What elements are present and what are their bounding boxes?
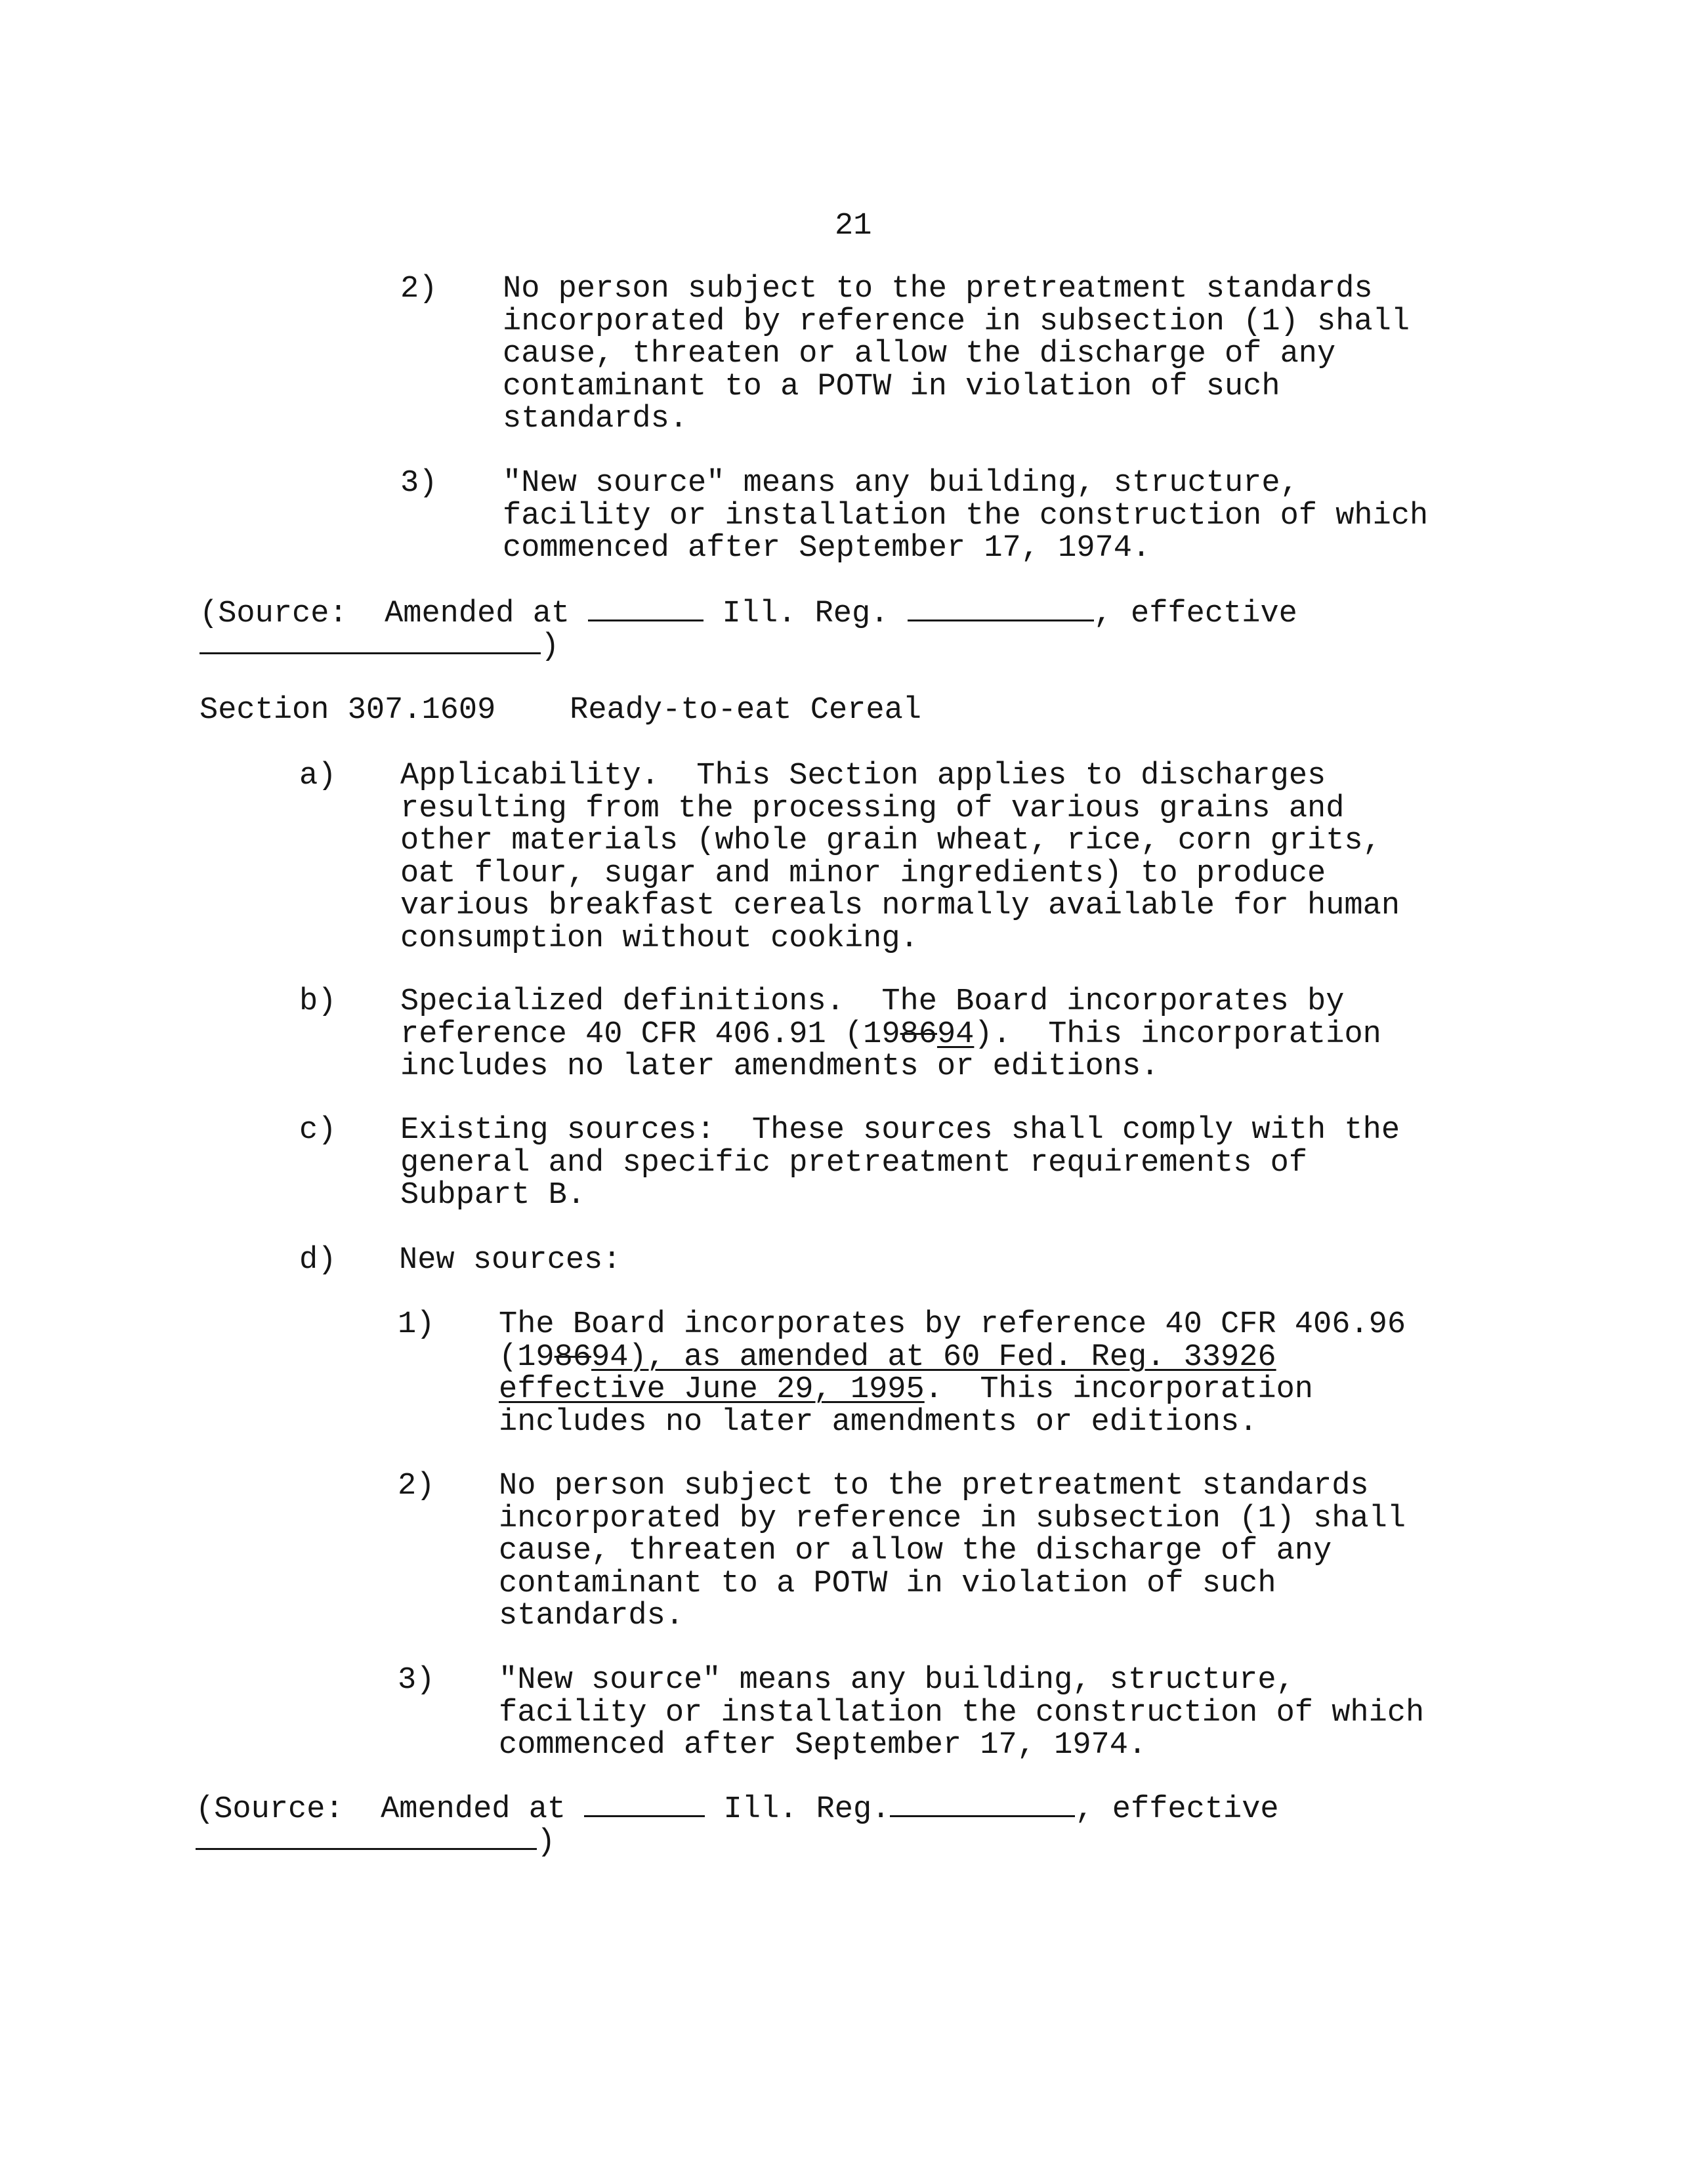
text-line: No person subject to the pretreatment standards bbox=[503, 272, 1373, 306]
source-effective: , effective bbox=[1093, 597, 1297, 631]
item-label-d: d) bbox=[299, 1243, 337, 1278]
text-line bbox=[499, 1341, 1406, 1374]
source-note-2-line2 bbox=[196, 1824, 555, 1859]
text-line: includes no later amendments or editions. bbox=[499, 1404, 1258, 1440]
text-line: various breakfast cereals normally available for human bbox=[400, 889, 1400, 923]
section-heading bbox=[200, 694, 921, 727]
text-line: The Board incorporates by reference 40 CFR 406.96 bbox=[499, 1307, 1406, 1342]
top-item-3-text bbox=[503, 467, 1428, 565]
text-line: other materials (whole grain wheat, rice, corn grits, bbox=[400, 824, 1381, 858]
text-line: cause, threaten or allow the discharge of any bbox=[499, 1534, 1332, 1568]
text-line: incorporated by reference in subsection (1) shall bbox=[503, 304, 1410, 339]
text-fragment: reference 40 CFR 406.91 (19 bbox=[400, 1017, 900, 1052]
inserted-text: 94), as amended at 60 Fed. Reg. 33926 bbox=[591, 1339, 1276, 1375]
deleted-text: 86 bbox=[900, 1017, 937, 1052]
blank-page bbox=[890, 1792, 1075, 1817]
text-line: standards. bbox=[499, 1599, 684, 1633]
item-d3-text bbox=[499, 1664, 1424, 1762]
text-line: incorporated by reference in subsection (1) shall bbox=[499, 1501, 1406, 1536]
item-b-text bbox=[400, 986, 1381, 1083]
deleted-text: 86 bbox=[554, 1339, 592, 1375]
source-close: ) bbox=[537, 1825, 556, 1860]
item-d2-text bbox=[499, 1470, 1406, 1633]
item-label-d1: 1) bbox=[398, 1307, 435, 1342]
inserted-text: effective June 29, 1995 bbox=[499, 1372, 925, 1407]
section-number: Section 307.1609 bbox=[200, 693, 496, 728]
text-line: commenced after September 17, 1974. bbox=[503, 531, 1151, 566]
text-line: contaminant to a POTW in violation of such bbox=[503, 369, 1280, 404]
text-line: commenced after September 17, 1974. bbox=[499, 1728, 1147, 1763]
source-note-1 bbox=[200, 596, 1297, 631]
text-line: Specialized definitions. The Board incorporates by bbox=[400, 984, 1345, 1019]
text-line: No person subject to the pretreatment standards bbox=[499, 1469, 1369, 1503]
text-line: Applicability. This Section applies to discharges bbox=[400, 759, 1326, 793]
item-d1-text bbox=[499, 1309, 1406, 1438]
item-label-a: a) bbox=[299, 759, 337, 793]
text-line: Existing sources: These sources shall comply with the bbox=[400, 1113, 1400, 1148]
item-label-d3: 3) bbox=[398, 1663, 435, 1698]
text-fragment: ). This incorporation bbox=[974, 1017, 1381, 1052]
source-ill-reg: Ill. Reg. bbox=[722, 597, 889, 631]
text-line: includes no later amendments or editions. bbox=[400, 1049, 1160, 1084]
blank-effective-date bbox=[196, 1824, 537, 1850]
section-title: Ready-to-eat Cereal bbox=[570, 693, 921, 728]
text-line: facility or installation the construction of which bbox=[503, 498, 1429, 534]
source-close: ) bbox=[541, 629, 560, 664]
source-prefix: (Source: bbox=[196, 1792, 344, 1827]
source-ill-reg: Ill. Reg. bbox=[723, 1792, 891, 1827]
item-label-top-3: 3) bbox=[400, 466, 438, 501]
item-c-text bbox=[400, 1114, 1400, 1212]
text-line: general and specific pretreatment requirements of bbox=[400, 1145, 1308, 1181]
item-a-text bbox=[400, 760, 1400, 955]
text-line: cause, threaten or allow the discharge of any bbox=[503, 337, 1336, 371]
text-line: oat flour, sugar and minor ingredients) to produce bbox=[400, 856, 1326, 891]
source-note-2 bbox=[196, 1792, 1279, 1826]
text-line: consumption without cooking. bbox=[400, 921, 919, 956]
text-line bbox=[499, 1374, 1406, 1406]
item-label-d2: 2) bbox=[398, 1469, 435, 1503]
blank-page bbox=[908, 596, 1094, 621]
inserted-text: 94 bbox=[936, 1017, 975, 1052]
source-prefix: (Source: bbox=[200, 597, 348, 631]
source-note-1-line2 bbox=[200, 629, 559, 663]
text-line: standards. bbox=[503, 402, 688, 436]
item-label-b: b) bbox=[299, 984, 337, 1019]
page-number: 21 bbox=[835, 209, 872, 243]
text-line: Subpart B. bbox=[400, 1178, 586, 1213]
text-line: "New source" means any building, structure, bbox=[499, 1663, 1295, 1698]
source-amended-at: Amended at bbox=[381, 1792, 566, 1827]
top-item-2-text bbox=[503, 273, 1410, 436]
text-line: New sources: bbox=[399, 1243, 621, 1278]
text-line: contaminant to a POTW in violation of such bbox=[499, 1566, 1276, 1601]
text-line: "New source" means any building, structure, bbox=[503, 466, 1299, 501]
blank-volume bbox=[584, 1792, 705, 1817]
text-line bbox=[400, 1018, 1381, 1051]
text-line: facility or installation the construction of which bbox=[499, 1695, 1425, 1731]
item-label-top-2: 2) bbox=[400, 272, 438, 306]
item-label-c: c) bbox=[299, 1113, 337, 1148]
source-effective: , effective bbox=[1075, 1792, 1279, 1827]
source-amended-at: Amended at bbox=[385, 597, 570, 631]
blank-volume bbox=[588, 596, 704, 621]
text-fragment: (19 bbox=[499, 1339, 555, 1375]
text-fragment: . This incorporation bbox=[924, 1372, 1314, 1407]
text-line: resulting from the processing of various grains and bbox=[400, 791, 1345, 826]
item-d-text bbox=[399, 1244, 621, 1277]
blank-effective-date bbox=[200, 629, 541, 654]
